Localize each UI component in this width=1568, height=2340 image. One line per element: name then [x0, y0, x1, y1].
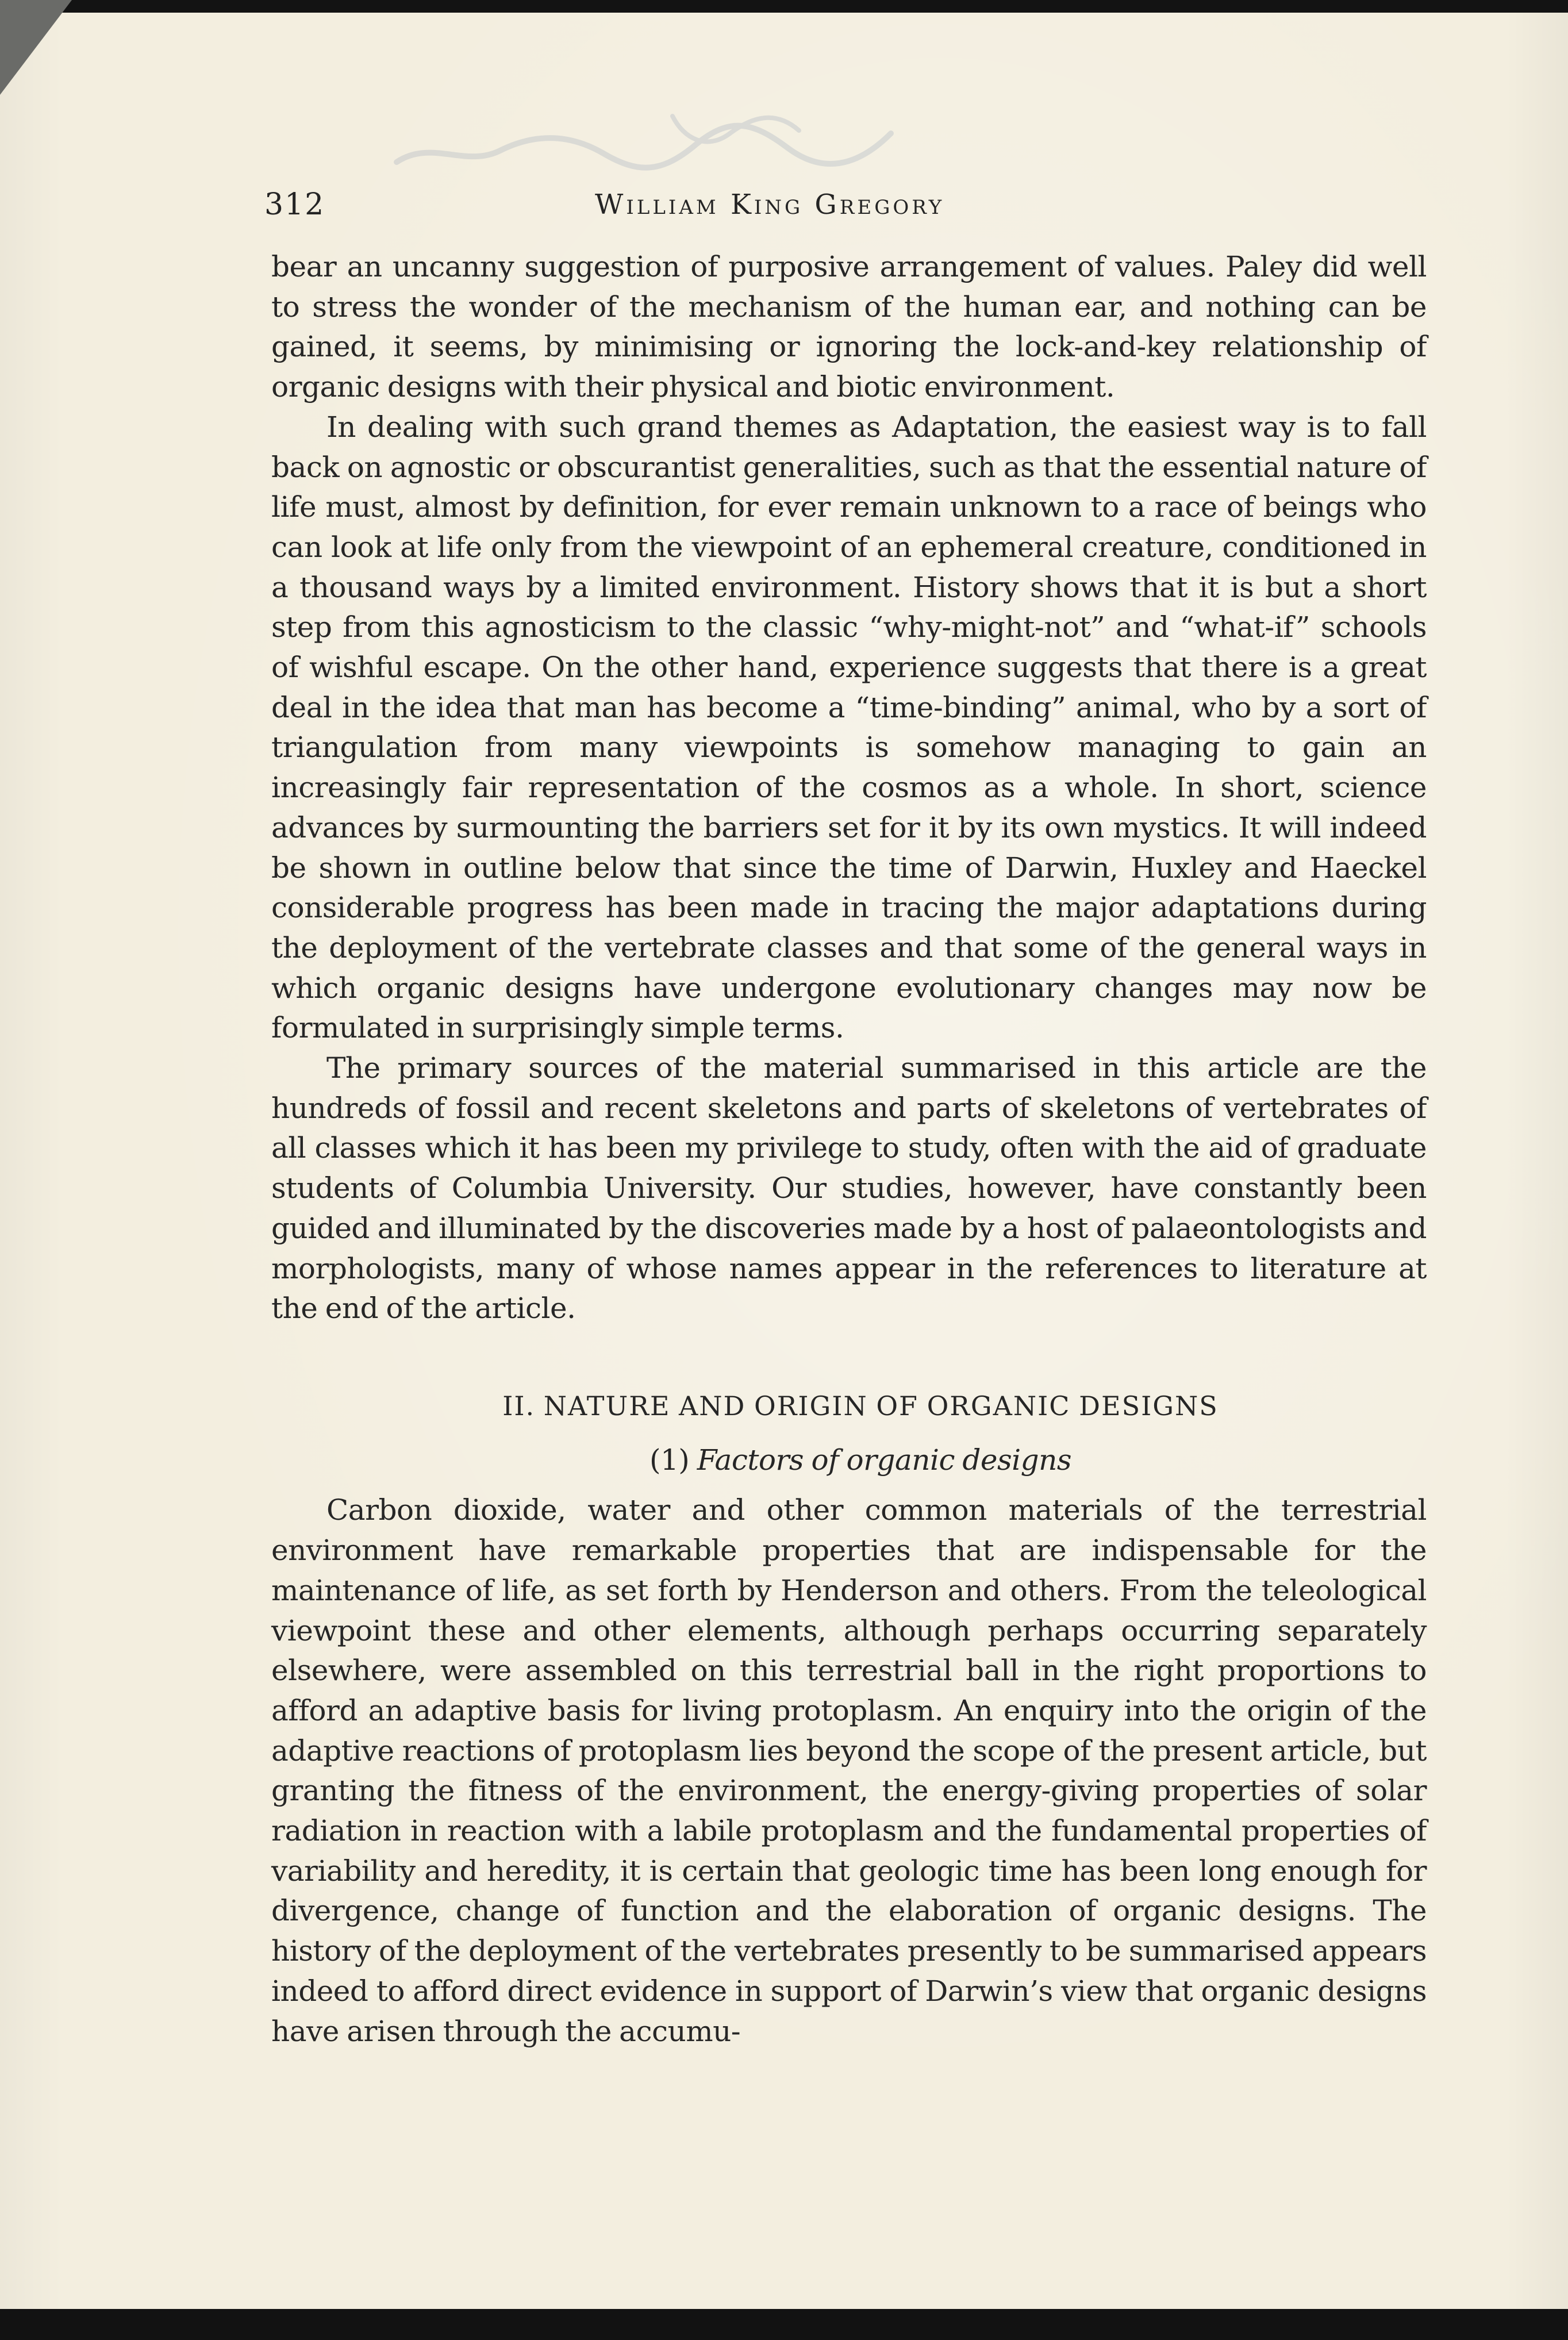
subsection-number: (1): [649, 1443, 690, 1477]
scan-bottom-edge: [0, 2309, 1568, 2340]
article-body: [271, 247, 1427, 2051]
page-number: 312: [264, 187, 325, 222]
running-title: William King Gregory: [595, 189, 945, 221]
subsection-title: Factors of organic designs: [697, 1443, 1072, 1477]
paragraph-continued: bear an uncanny suggestion of purposive arrangement of values. Paley did well to stress the wonder of the mechanism of the human ear, and nothing can be gained, it seems, by minimising or ignoring the lock-and-key relationship of organic designs with their physical and biotic environment.: [271, 250, 1427, 404]
paragraph-factors: Carbon dioxide, water and other common materials of the terrestrial environment have remarkable properties that are indispensable for the maintenance of life, as set forth by Henderson and others. From the teleological viewpoint these and other elements, although perhaps occurring separately elsewhere, were assembled on this terrestrial ball in the right proportions to afford an adaptive basis for living protoplasm. An enquiry into the origin of the adaptive reactions of protoplasm lies beyond the scope of the present article, but granting the fitness of the environment, the energy-giving properties of solar radiation in reaction with a labile protoplasm and the fundamental properties of variability and heredity, it is certain that geologic time has been long enough for divergence, change of function and the elaboration of organic designs. The history of the deployment of the vertebrates presently to be summarised appears indeed to afford direct evidence in support of Darwin’s view that organic designs have arisen through the accumu-: [271, 1493, 1427, 2048]
section-heading: II. NATURE AND ORIGIN OF ORGANIC DESIGNS: [502, 1390, 1219, 1421]
paper-sheet: [0, 13, 1568, 2309]
running-header: [264, 185, 1483, 237]
paragraph-primary-sources: The primary sources of the material summarised in this article are the hundreds of fossil and recent skeletons and parts of skeletons of vertebrates of all classes which it has been my privilege to study, often with the aid of graduate students of Columbia University. Our studies, however, have constantly been guided and illuminated by the discoveries made by a host of palaeontologists and morphologists, many of whose names appear in the references to literature at the end of the article.: [271, 1051, 1427, 1325]
paragraph-adaptation-themes: In dealing with such grand themes as Adaptation, the easiest way is to fall back on agnostic or obscurantist generalities, such as that the essential nature of life must, almost by definition, for ever remain unknown to a race of beings who can look at life only from the viewpoint of an ephemeral creature, conditioned in a thousand ways by a limited environment. History shows that it is but a short step from this agnosticism to the classic “why-might-not” and “what-if” schools of wishful escape. On the other hand, experience suggests that there is a great deal in the idea that man has become a “time-binding” animal, who by a sort of triangulation from many viewpoints is somehow managing to gain an increasingly fair representation of the cosmos as a whole. In short, science advances by surmounting the barriers set for it by its own mystics. It will indeed be shown in outline below that since the time of Darwin, Huxley and Haeckel considerable progress has been made in tracing the major adaptations during the deployment of the vertebrate classes and that some of the general ways in which organic designs have undergone evolutionary changes may now be formulated in surprisingly simple terms.: [271, 410, 1427, 1045]
pencil-annotation: [385, 99, 902, 185]
folded-corner: [0, 0, 72, 95]
subsection-heading: [271, 1440, 1427, 1481]
